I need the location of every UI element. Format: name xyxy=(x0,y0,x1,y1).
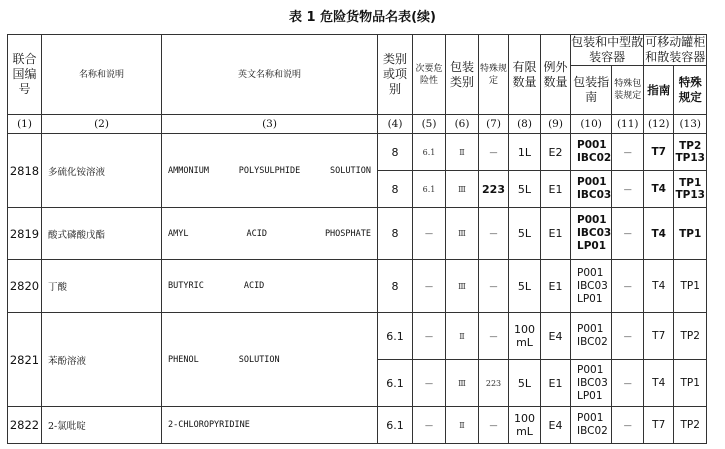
name-en-word: AMMONIUM xyxy=(168,165,209,176)
subsidiary-risk-cell: — xyxy=(413,260,446,313)
special-provision-cell: — xyxy=(479,134,509,171)
header-special-packing: 特殊包装规定 xyxy=(612,66,644,115)
un-number-cell: 2821 xyxy=(8,313,42,407)
class-cell: 8 xyxy=(378,134,413,171)
special-provision-cell: — xyxy=(479,208,509,260)
packing-instruction-cell: P001 IBC03 LP01 xyxy=(571,260,612,313)
subsidiary-risk-cell: — xyxy=(413,407,446,444)
tank-instruction-cell: T4 xyxy=(644,260,674,313)
header-excepted-quantity: 例外数量 xyxy=(541,35,571,115)
un-number-cell: 2819 xyxy=(8,208,42,260)
name-en-word: ACID xyxy=(246,228,267,239)
excepted-quantity-cell: E2 xyxy=(541,134,571,171)
name-cn-cell: 酸式磷酸戊酯 xyxy=(42,208,162,260)
tank-special-cell: TP1 TP13 xyxy=(674,171,707,208)
header-class: 类别或项别 xyxy=(378,35,413,115)
packing-group-cell: Ⅱ xyxy=(446,134,479,171)
column-index: (1) xyxy=(8,115,42,134)
tank-instruction-cell: T7 xyxy=(644,407,674,444)
header-packing-instruction: 包装指南 xyxy=(571,66,612,115)
column-index: (8) xyxy=(509,115,541,134)
name-en-cell xyxy=(162,260,378,313)
excepted-quantity-cell: E1 xyxy=(541,260,571,313)
special-provision-cell: — xyxy=(479,407,509,444)
header-limited-quantity: 有限数量 xyxy=(509,35,541,115)
packing-instruction-cell: P001 IBC02 xyxy=(571,313,612,360)
column-index: (13) xyxy=(674,115,707,134)
special-packing-cell: — xyxy=(612,208,644,260)
dangerous-goods-table xyxy=(7,34,707,444)
name-en-cell xyxy=(162,313,378,407)
column-index: (11) xyxy=(612,115,644,134)
class-cell: 6.1 xyxy=(378,407,413,444)
name-cn-cell: 2-氯吡啶 xyxy=(42,407,162,444)
column-index: (4) xyxy=(378,115,413,134)
name-cn-cell: 多硫化铵溶液 xyxy=(42,134,162,208)
tank-special-cell: TP1 xyxy=(674,360,707,407)
excepted-quantity-cell: E1 xyxy=(541,171,571,208)
packing-group-cell: Ⅲ xyxy=(446,260,479,313)
special-provision-cell: — xyxy=(479,313,509,360)
subsidiary-risk-cell: 6.1 xyxy=(413,134,446,171)
special-provision-cell: 223 xyxy=(479,360,509,407)
name-en-word: BUTYRIC xyxy=(168,281,204,291)
special-packing-cell: — xyxy=(612,360,644,407)
un-number-cell: 2822 xyxy=(8,407,42,444)
column-index: (12) xyxy=(644,115,674,134)
header-tank-special: 特殊规定 xyxy=(674,66,707,115)
header-packing-group: 包装类别 xyxy=(446,35,479,115)
tank-special-cell: TP2 TP13 xyxy=(674,134,707,171)
header-name-cn: 名称和说明 xyxy=(42,35,162,115)
subsidiary-risk-cell: — xyxy=(413,360,446,407)
name-en-word: SOLUTION xyxy=(238,354,280,365)
subsidiary-risk-cell: — xyxy=(413,208,446,260)
tank-special-cell: TP2 xyxy=(674,407,707,444)
packing-group-cell: Ⅱ xyxy=(446,407,479,444)
un-number-cell: 2820 xyxy=(8,260,42,313)
table-row xyxy=(8,407,707,444)
name-en-cell xyxy=(162,134,378,208)
tank-instruction-cell: T4 xyxy=(644,208,674,260)
name-en-word: POLYSULPHIDE xyxy=(238,165,301,176)
packing-instruction-cell: P001 IBC02 xyxy=(571,134,612,171)
limited-quantity-cell: 1L xyxy=(509,134,541,171)
packing-instruction-cell: P001 IBC03 LP01 xyxy=(571,208,612,260)
class-cell: 6.1 xyxy=(378,360,413,407)
packing-instruction-cell: P001 IBC03 LP01 xyxy=(571,360,612,407)
column-index: (6) xyxy=(446,115,479,134)
name-en-cell xyxy=(162,208,378,260)
table-title: 表 1 危险货物品名表(续) xyxy=(289,10,436,25)
packing-group-cell: Ⅲ xyxy=(446,208,479,260)
tank-special-cell: TP1 xyxy=(674,260,707,313)
class-cell: 6.1 xyxy=(378,313,413,360)
special-packing-cell: — xyxy=(612,171,644,208)
packing-instruction-cell: P001 IBC02 xyxy=(571,407,612,444)
tank-instruction-cell: T7 xyxy=(644,134,674,171)
tank-special-cell: TP1 xyxy=(674,208,707,260)
tank-special-cell: TP2 xyxy=(674,313,707,360)
table-row xyxy=(8,208,707,260)
excepted-quantity-cell: E1 xyxy=(541,208,571,260)
limited-quantity-cell: 5L xyxy=(509,171,541,208)
excepted-quantity-cell: E4 xyxy=(541,407,571,444)
special-packing-cell: — xyxy=(612,260,644,313)
column-index: (5) xyxy=(413,115,446,134)
special-provision-cell: — xyxy=(479,260,509,313)
limited-quantity-cell: 5L xyxy=(509,208,541,260)
limited-quantity-cell: 100 mL xyxy=(509,407,541,444)
subsidiary-risk-cell: 6.1 xyxy=(413,171,446,208)
column-index: (7) xyxy=(479,115,509,134)
excepted-quantity-cell: E1 xyxy=(541,360,571,407)
excepted-quantity-cell: E4 xyxy=(541,313,571,360)
column-index: (9) xyxy=(541,115,571,134)
tank-instruction-cell: T4 xyxy=(644,171,674,208)
header-packing-ibc: 包装和中型散装容器 xyxy=(571,35,644,64)
column-index-row xyxy=(8,115,707,134)
un-number-cell: 2818 xyxy=(8,134,42,208)
column-index: (2) xyxy=(42,115,162,134)
name-en-word: AMYL xyxy=(168,228,189,239)
name-en-word: 2-CHLOROPYRIDINE xyxy=(168,420,250,430)
special-packing-cell: — xyxy=(612,134,644,171)
name-cn-cell: 丁酸 xyxy=(42,260,162,313)
packing-group-cell: Ⅲ xyxy=(446,360,479,407)
limited-quantity-cell: 100 mL xyxy=(509,313,541,360)
header-un-number: 联合国编号 xyxy=(8,35,42,115)
packing-group-cell: Ⅲ xyxy=(446,171,479,208)
name-en-cell xyxy=(162,407,378,444)
special-packing-cell: — xyxy=(612,407,644,444)
class-cell: 8 xyxy=(378,208,413,260)
name-en-word: PHOSPHATE xyxy=(324,228,371,239)
table-row xyxy=(8,134,707,171)
name-cn-cell: 苯酚溶液 xyxy=(42,313,162,407)
special-provision-cell: 223 xyxy=(479,171,509,208)
header-portable-tank: 可移动罐柜和散装容器 xyxy=(645,35,706,64)
class-cell: 8 xyxy=(378,171,413,208)
name-en-word: SOLUTION xyxy=(330,165,371,176)
header-name-en: 英文名称和说明 xyxy=(162,35,378,115)
limited-quantity-cell: 5L xyxy=(509,260,541,313)
class-cell: 8 xyxy=(378,260,413,313)
name-en-word: PHENOL xyxy=(168,354,199,365)
subsidiary-risk-cell: — xyxy=(413,313,446,360)
header-special-provisions: 特殊规定 xyxy=(479,35,509,115)
packing-group-cell: Ⅱ xyxy=(446,313,479,360)
tank-instruction-cell: T4 xyxy=(644,360,674,407)
name-en-word: ACID xyxy=(243,281,265,291)
header-tank-instruction: 指南 xyxy=(644,66,674,115)
packing-instruction-cell: P001 IBC03 xyxy=(571,171,612,208)
table-row xyxy=(8,260,707,313)
column-index: (10) xyxy=(571,115,612,134)
column-index: (3) xyxy=(162,115,378,134)
header-subsidiary-risk: 次要危险性 xyxy=(413,35,446,115)
tank-instruction-cell: T7 xyxy=(644,313,674,360)
limited-quantity-cell: 5L xyxy=(509,360,541,407)
special-packing-cell: — xyxy=(612,313,644,360)
table-row xyxy=(8,313,707,360)
